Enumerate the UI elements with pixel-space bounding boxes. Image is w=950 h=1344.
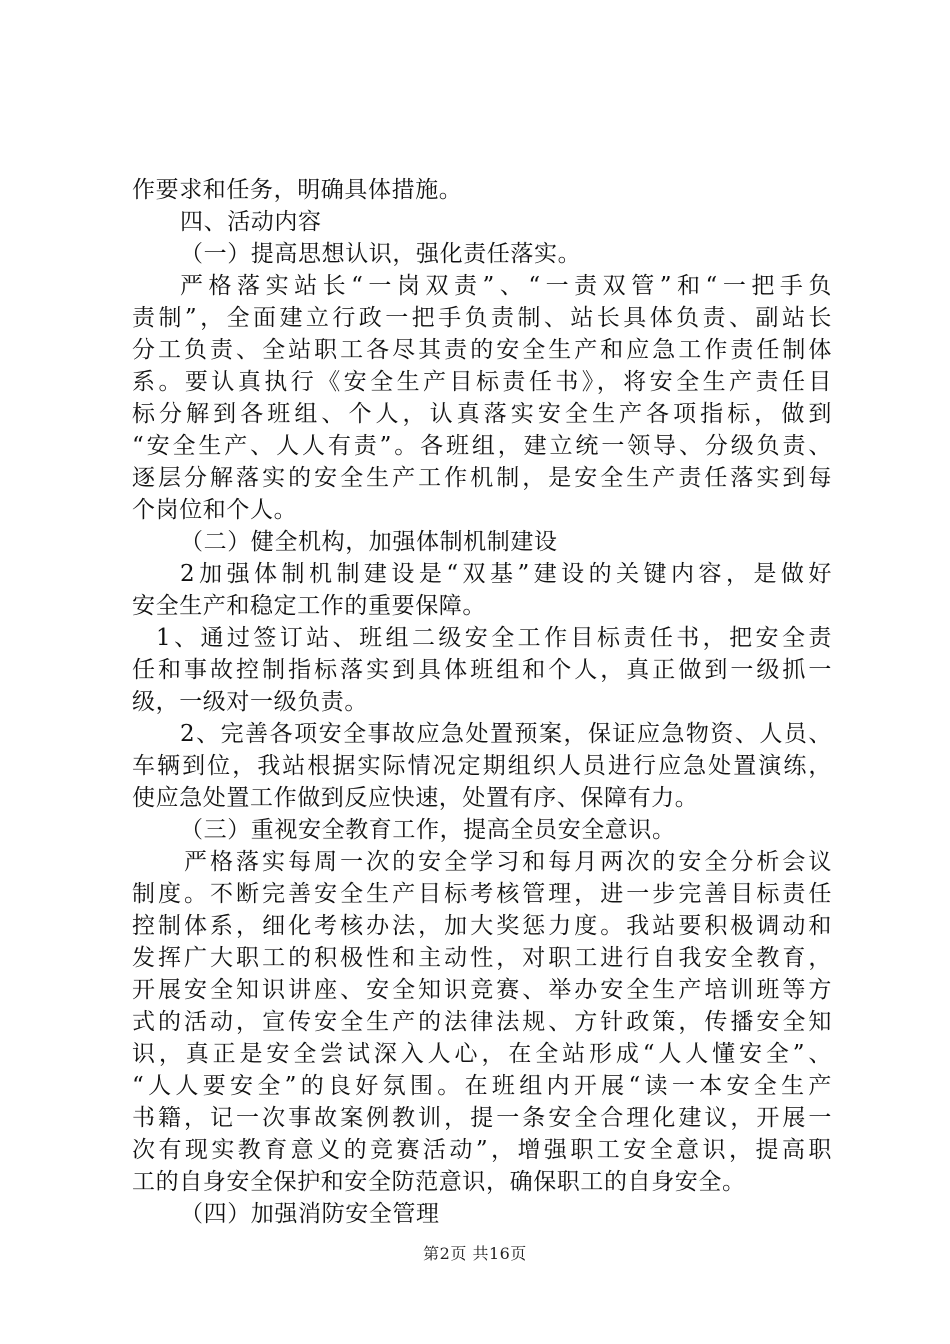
page-number-footer: 第2页 共16页 [423, 1244, 527, 1263]
text-line: 开展安全知识讲座、安全知识竞赛、举办安全生产培训班等方 [132, 977, 832, 1003]
text-line: 1、通过签订站、班组二级安全工作目标责任书，把安全责 [156, 625, 832, 651]
text-line: 严格落实站长“一岗双责”、“一责双管”和“一把手负 [180, 273, 832, 299]
text-line: 分工负责、全站职工各尽其责的安全生产和应急工作责任制体 [132, 337, 832, 363]
text-line: 次有现实教育意义的竞赛活动”，增强职工安全意识，提高职 [132, 1137, 832, 1163]
text-line: 车辆到位，我站根据实际情况定期组织人员进行应急处置演练， [132, 753, 832, 779]
text-line: 作要求和任务，明确具体措施。 [132, 177, 463, 203]
text-line: 严格落实每周一次的安全学习和每月两次的安全分析会议 [184, 849, 832, 875]
text-line: 逐层分解落实的安全生产工作机制，是安全生产责任落实到每 [132, 465, 832, 491]
text-line: 控制体系，细化考核办法，加大奖惩力度。我站要积极调动和 [132, 913, 832, 939]
text-line: 任和事故控制指标落实到具体班组和个人，真正做到一级抓一 [132, 657, 832, 683]
text-line: 2加强体制机制建设是“双基”建设的关键内容，是做好 [180, 561, 832, 587]
text-line: 制度。不断完善安全生产目标考核管理，进一步完善目标责任 [132, 881, 832, 907]
text-line: 级，一级对一级负责。 [132, 689, 368, 715]
subsection-heading: （二）健全机构，加强体制机制建设 [180, 529, 558, 555]
text-line: 书籍，记一次事故案例教训，提一条安全合理化建议，开展一 [132, 1105, 832, 1131]
text-line: 2、完善各项安全事故应急处置预案，保证应急物资、人员、 [180, 721, 832, 747]
text-line: “人人要安全”的良好氛围。在班组内开展“读一本安全生产 [132, 1073, 832, 1099]
text-line: 责制”，全面建立行政一把手负责制、站长具体负责、副站长 [132, 305, 832, 331]
section-heading: 四、活动内容 [180, 209, 322, 235]
text-line: 系。要认真执行《安全生产目标责任书》，将安全生产责任目 [132, 369, 832, 395]
text-line: 标分解到各班组、个人，认真落实安全生产各项指标，做到 [132, 401, 832, 427]
text-line: 使应急处置工作做到反应快速，处置有序、保障有力。 [132, 785, 699, 811]
document-body [132, 174, 832, 1230]
subsection-heading: （三）重视安全教育工作，提高全员安全意识。 [180, 817, 676, 843]
subsection-heading: （一）提高思想认识，强化责任落实。 [180, 241, 582, 267]
text-line: “安全生产、人人有责”。各班组，建立统一领导、分级负责、 [132, 433, 832, 459]
text-line: 安全生产和稳定工作的重要保障。 [132, 593, 486, 619]
text-line: 个岗位和个人。 [132, 497, 298, 523]
text-line: 发挥广大职工的积极性和主动性，对职工进行自我安全教育， [132, 945, 832, 971]
text-line: 识，真正是安全尝试深入人心，在全站形成“人人懂安全”、 [132, 1041, 832, 1067]
text-line: 式的活动，宣传安全生产的法律法规、方针政策，传播安全知 [132, 1009, 832, 1035]
text-line: 工的自身安全保护和安全防范意识，确保职工的自身安全。 [132, 1169, 746, 1195]
subsection-heading: （四）加强消防安全管理 [180, 1201, 440, 1227]
